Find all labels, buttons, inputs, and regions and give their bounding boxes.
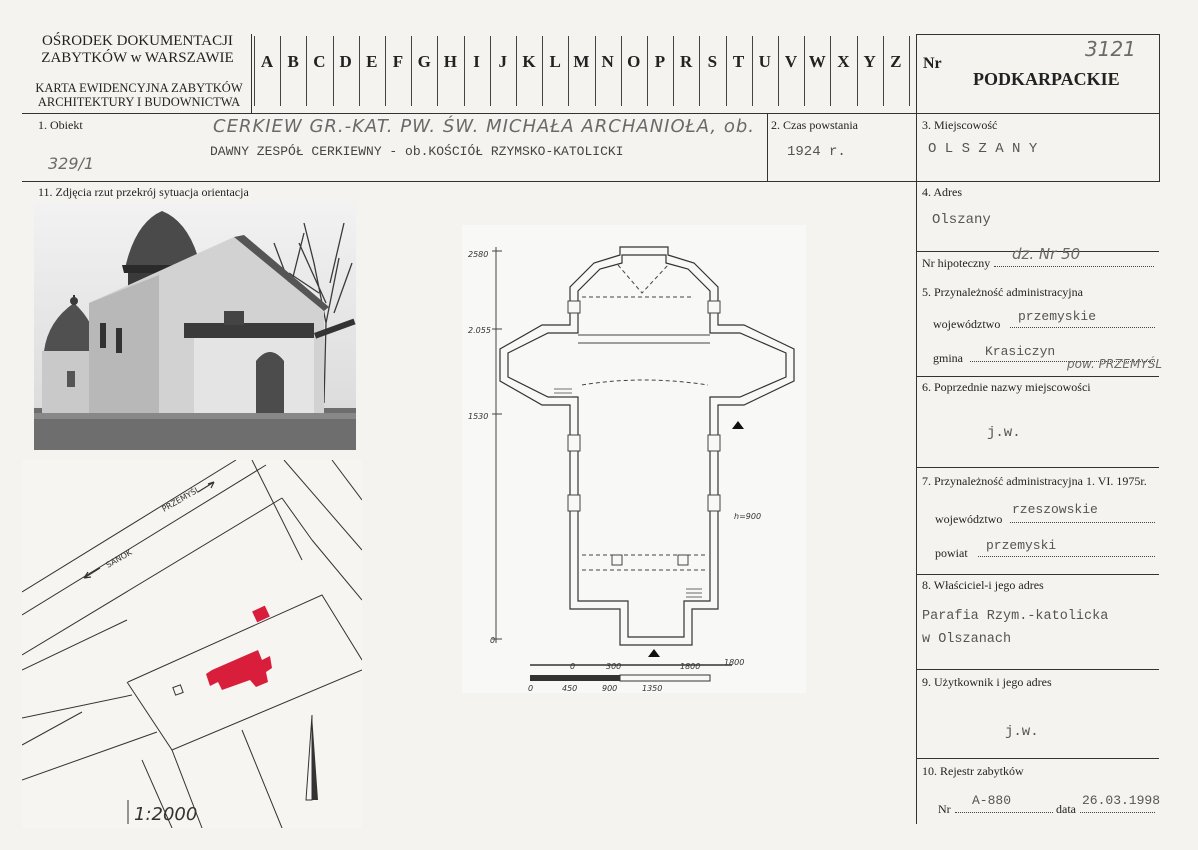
header-bottom-rule [22,113,1159,114]
section7-powiat-value: przemyski [986,538,1057,553]
section2-label: 2. Czas powstania [771,118,858,132]
index-letter-x: X [837,52,850,71]
index-letter-z: Z [890,52,902,71]
scale-bottom-0: 0 [528,684,534,693]
register-data-line [1080,812,1155,813]
height-note: h=900 [734,512,762,521]
section7-woj-value: rzeszowskie [1012,502,1098,517]
index-letter-u: U [758,52,771,71]
institution-line2: ZABYTKÓW w WARSZAWIE [41,50,234,66]
index-letter-f: F [392,52,404,71]
nr-box-top [916,34,1159,35]
floor-plan [462,225,806,693]
index-letter-e: E [366,52,378,71]
right-edge [1159,34,1160,182]
rule-9 [916,758,1159,759]
hipoteczny-label: Nr hipoteczny [922,256,991,270]
section7-woj-line [1010,522,1155,523]
nr-value: 3121 [1085,37,1136,61]
section7-label: 7. Przynależność administracyjna 1. VI. 1975r. [922,474,1147,488]
index-letter-k: K [522,52,536,71]
section3-label: 3. Miejscowość [922,118,998,132]
object-typed: DAWNY ZESPÓŁ CERKIEWNY - ob.KOŚCIÓŁ RZYMSKO-KATOLICKI [210,144,624,159]
right-column-divider [916,34,917,824]
header-divider [251,34,252,114]
rule-6 [916,467,1159,468]
road-label-sanok: SANOK [104,547,134,570]
scale-top-300: 300 [606,662,622,671]
map-scale: 1:2000 [134,804,198,825]
index-letter-o: O [627,52,641,71]
col-divider-2 [767,113,768,181]
index-letter-j: J [498,52,508,71]
index-letter-w: W [808,52,826,71]
elev-label-0: 0 [490,636,496,645]
register-data-label: data [1056,802,1076,816]
index-letter-i: I [473,52,480,71]
index-letter-c: C [313,52,326,71]
section7-powiat-line [978,556,1155,557]
elev-label-2: 2.055 [468,326,491,335]
card-title-line1: KARTA EWIDENCYJNA ZABYTKÓW [35,81,243,95]
rule-7 [916,574,1159,575]
object-handwritten: CERKIEW GR.-KAT. PW. ŚW. MICHAŁA ARCHANIOŁA, ob. [213,116,756,137]
road-label-przemysl: PRZEMYŚL [160,484,202,514]
hipoteczny-line [994,266,1154,267]
register-nr-label: Nr [938,802,951,816]
section11-label: 11. Zdjęcia rzut przekrój sytuacja orientacja [38,185,249,199]
address: Olszany [932,212,991,228]
section5-label: 5. Przynależność administracyjna [922,285,1083,299]
index-letter-t: T [732,52,745,71]
index-letter-p: P [654,52,666,71]
rule-8 [916,669,1159,670]
site-map [22,460,362,828]
institution-line1: OŚRODEK DOKUMENTACJI [42,33,233,49]
scale-end: 1800 [724,658,745,667]
register-data-value: 26.03.1998 [1082,793,1161,808]
owner-line2: w Olszanach [922,632,1012,647]
register-nr-line [955,812,1053,813]
section7-powiat-label: powiat [935,546,968,560]
section4-label: 4. Adres [922,185,962,199]
scale-top-0: 0 [570,662,576,671]
section1-bottom-rule [22,181,1159,182]
section1-label: 1. Obiekt [38,118,83,132]
scale-bottom-1350: 1350 [642,684,663,693]
index-letter-d: D [339,52,352,71]
construction-date: 1924 r. [787,144,846,160]
section5-gmina-note: pow. PRZEMYŚL [1067,357,1162,371]
index-letter-r: R [680,52,693,71]
region-name: PODKARPACKIE [973,69,1120,89]
locality: O L S Z A N Y [928,141,1038,157]
letter-separator [909,36,910,106]
section10-label: 10. Rejestr zabytków [922,764,1024,778]
index-letter-h: H [443,52,457,71]
previous-names: j.w. [987,425,1021,441]
margin-note: 329/1 [48,154,95,173]
card-title-line2: ARCHITEKTURY I BUDOWNICTWA [37,95,241,109]
section5-woj-value: przemyskie [1018,309,1097,324]
index-letter-v: V [784,52,798,71]
nr-label: Nr [923,55,942,72]
index-letter-m: M [573,52,590,71]
owner-line1: Parafia Rzym.-katolicka [922,609,1109,624]
section5-gmina-value: Krasiczyn [985,344,1056,359]
section7-woj-label: województwo [935,512,1003,526]
card-title [30,81,248,109]
elev-label-top: 2580 [468,250,489,259]
index-letter-a: A [260,52,274,71]
scale-bottom-450: 450 [562,684,578,693]
index-letter-y: Y [863,52,876,71]
section9-label: 9. Użytkownik i jego adres [922,675,1052,689]
scale-top-1800: 1800 [680,662,701,671]
section8-label: 8. Właściciel-i jego adres [922,578,1044,592]
elev-label-3: 1530 [468,412,489,421]
index-letter-b: B [287,52,299,71]
institution-name [30,33,245,67]
index-letter-s: S [707,52,718,71]
index-letter-g: G [417,52,431,71]
church-photo [34,203,356,450]
scale-bottom-900: 900 [602,684,618,693]
section6-label: 6. Poprzednie nazwy miejscowości [922,380,1091,394]
index-letter-l: L [549,52,561,71]
section5-woj-label: województwo [933,317,1001,331]
hipoteczny-value: dz. Nr 50 [1012,245,1081,263]
section5-woj-line [1010,327,1155,328]
section5-gmina-label: gmina [933,351,963,365]
user-value: j.w. [1005,724,1039,740]
rule-5 [916,376,1159,377]
register-nr-value: A-880 [972,793,1012,808]
index-letter-n: N [601,52,614,71]
